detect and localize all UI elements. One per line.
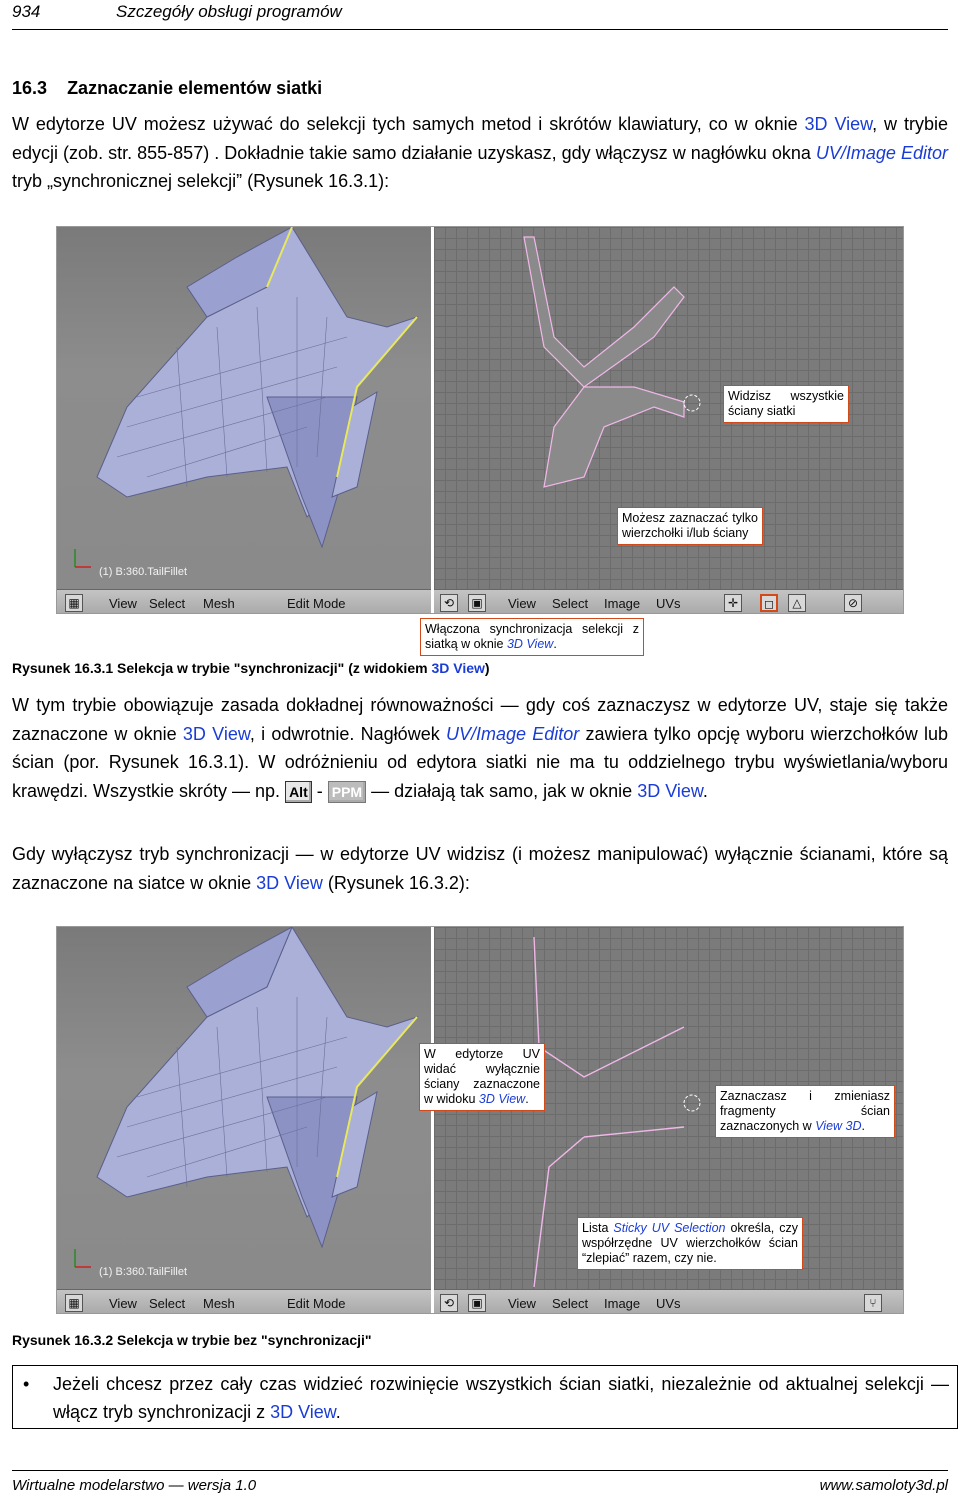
link-3d-view[interactable]: 3D View [270, 1402, 336, 1422]
text: tryb „synchronicznej selekcji” (Rysunek 16.3.1): [12, 171, 390, 191]
lock-icon[interactable]: ⊘ [844, 594, 862, 612]
viewport-3d[interactable] [57, 227, 431, 589]
footer-left: Wirtualne modelarstwo — wersja 1.0 [12, 1477, 257, 1494]
viewport-uv[interactable] [434, 227, 904, 589]
menu-select[interactable]: Select [149, 596, 186, 611]
text: . [553, 637, 557, 651]
section-title: Zaznaczanie elementów siatki [67, 78, 323, 98]
axis-gizmo-icon [75, 549, 91, 567]
menu-image[interactable]: Image [604, 1296, 641, 1311]
footer-website[interactable]: www.samoloty3d.pl [819, 1477, 948, 1494]
link-3d-view[interactable]: 3D View [182, 723, 250, 744]
text: (Rysunek 16.3.2): [322, 872, 470, 893]
editor-type-icon[interactable]: ▣ [468, 1294, 486, 1312]
text: , i odwrotnie. Nagłówek [249, 723, 446, 744]
section-number: 16.3 [12, 78, 48, 98]
text: — działają tak samo, jak w oknie [366, 780, 638, 801]
menu-mesh[interactable]: Mesh [203, 1296, 235, 1311]
text: W edytorze UV możesz używać do selekcji tych samych metod i skrótów klawiatury, co w oknie [12, 114, 805, 134]
text: określa, czy współrzędne UV wierzchołków ścian “zlepiać” razem, czy nie. [582, 1221, 798, 1265]
figure2-caption: Rysunek 16.3.2 Selekcja w trybie bez "synchronizacji" [12, 1332, 372, 1348]
text: - [311, 780, 328, 801]
tip-box [12, 1365, 958, 1429]
vertex-select-icon[interactable]: ◻ [760, 594, 778, 612]
text: Włączona synchronizacja selekcji z siatką w oknie [425, 622, 639, 651]
text: Lista [582, 1221, 614, 1235]
tip-text [53, 1370, 949, 1426]
menu-select[interactable]: Select [552, 596, 589, 611]
callout-vertices-faces: Możesz zaznaczać tylko wierzchołki i/lub ściany [617, 507, 763, 545]
link-3d-view[interactable]: 3D View [637, 780, 703, 801]
uv-cursor-icon [684, 395, 700, 411]
viewport-3d[interactable] [57, 927, 431, 1289]
callout-sync-enabled [420, 618, 644, 656]
link-uv-image-editor[interactable]: UV/Image Editor [815, 142, 948, 163]
mesh-3d-illustration [57, 227, 431, 589]
text: . [525, 1092, 529, 1106]
text: Gdy wyłączysz tryb synchronizacji — w edytorze UV widzisz (i możesz manipulować) wyłącznie ścianami, które są zaznaczone na siatce w oknie [12, 844, 948, 893]
callout-uv-visible-faces [419, 1043, 545, 1111]
text: Zaznaczasz i zmieniasz fragmenty ścian zaznaczonych w [720, 1089, 890, 1133]
key-ppm: PPM [328, 781, 366, 803]
text: . [861, 1119, 865, 1133]
text: , w trybie edycji (zob. str. 855-857) . Dokładnie takie samo działanie uzyskasz, gdy włączysz w nagłówku okna [12, 114, 948, 163]
menu-view[interactable]: View [508, 596, 536, 611]
viewport-label: (1) B:360.TailFillet [99, 566, 188, 578]
link-3d-view[interactable]: 3D View [256, 872, 323, 893]
viewport-label: (1) B:360.TailFillet [99, 1266, 188, 1278]
uv-islands [524, 237, 684, 487]
header-3d-view [57, 589, 431, 614]
editor-type-icon[interactable]: ▣ [468, 594, 486, 612]
menu-mesh[interactable]: Mesh [203, 596, 235, 611]
menu-view[interactable]: View [109, 596, 137, 611]
header-uv-editor [434, 1289, 904, 1314]
callout-modify-faces [715, 1085, 895, 1138]
link-sticky-uv-selection[interactable]: Sticky UV Selection [613, 1221, 726, 1235]
text: . [702, 780, 708, 801]
menu-uvs[interactable]: UVs [656, 1296, 681, 1311]
text: W edytorze UV widać wyłącznie ściany zaznaczone w widoku [424, 1047, 540, 1106]
sync-toggle-icon[interactable]: ⟲ [440, 594, 458, 612]
menu-select[interactable]: Select [149, 1296, 186, 1311]
text: W tym trybie obowiązuje zasada dokładnej równoważności — gdy coś zaznaczysz w edytorze UV, staje się także zaznaczone w oknie [12, 695, 948, 744]
mode-dropdown[interactable]: Edit Mode [287, 1296, 346, 1311]
page-number: 934 [12, 2, 41, 21]
callout-sticky-uv [577, 1217, 803, 1270]
text: Jeżeli chcesz przez cały czas widzieć rozwinięcie wszystkich ścian siatki, niezależnie od aktualnej selekcji — włącz tryb synchronizacji z [53, 1374, 949, 1422]
text: Rysunek 16.3.1 Selekcja w trybie "synchronizacji" (z widokiem [12, 660, 432, 676]
axis-gizmo-icon [75, 1249, 91, 1267]
text: zawiera tylko opcję wyboru wierzchołków lub ścian (por. Rysunek 16.3.1). W odróżnieniu od edytora siatki nie ma tu oddzielnego trybu wyświetlania/wyboru krawędzi. Wszystkie skróty — np. [12, 723, 948, 801]
figure-no-sync-selection [56, 926, 904, 1314]
header-3d-view [57, 1289, 431, 1314]
menu-image[interactable]: Image [604, 596, 641, 611]
link-3d-view[interactable]: 3D View [478, 1092, 526, 1106]
callout-all-faces: Widzisz wszystkie ściany siatki [723, 385, 849, 423]
section-heading [12, 78, 322, 99]
key-alt: Alt [285, 781, 312, 803]
link-view-3d[interactable]: View 3D [815, 1119, 862, 1133]
text: ) [484, 660, 490, 676]
mode-dropdown[interactable]: Edit Mode [287, 596, 346, 611]
running-title: Szczegóły obsługi programów [116, 2, 342, 21]
menu-uvs[interactable]: UVs [656, 596, 681, 611]
sync-toggle-icon[interactable]: ⟲ [440, 1294, 458, 1312]
text: . [335, 1402, 341, 1422]
bullet-icon: • [23, 1374, 30, 1394]
menu-view[interactable]: View [508, 1296, 536, 1311]
figure1-caption [12, 660, 490, 676]
intro-paragraph [12, 110, 948, 196]
page-header [12, 2, 948, 30]
mesh-3d-illustration [57, 927, 431, 1289]
link-3d-view[interactable]: 3D View [506, 637, 554, 651]
sticky-selection-icon[interactable]: ⑂ [864, 1294, 882, 1312]
pivot-icon[interactable]: ✛ [724, 594, 742, 612]
face-select-icon[interactable]: △ [788, 594, 806, 612]
uv-cursor-icon [684, 1095, 700, 1111]
editor-type-icon[interactable]: ▦ [65, 1294, 83, 1312]
figure-sync-selection [56, 226, 904, 614]
header-uv-editor [434, 589, 904, 614]
paragraph-sync-rules [12, 691, 948, 805]
page-footer [12, 1470, 948, 1494]
menu-view[interactable]: View [109, 1296, 137, 1311]
link-uv-image-editor[interactable]: UV/Image Editor [445, 723, 580, 744]
link-3d-view[interactable]: 3D View [804, 114, 873, 134]
link-3d-view[interactable]: 3D View [431, 660, 485, 676]
paragraph-no-sync [12, 840, 948, 897]
menu-select[interactable]: Select [552, 1296, 589, 1311]
editor-type-icon[interactable]: ▦ [65, 594, 83, 612]
